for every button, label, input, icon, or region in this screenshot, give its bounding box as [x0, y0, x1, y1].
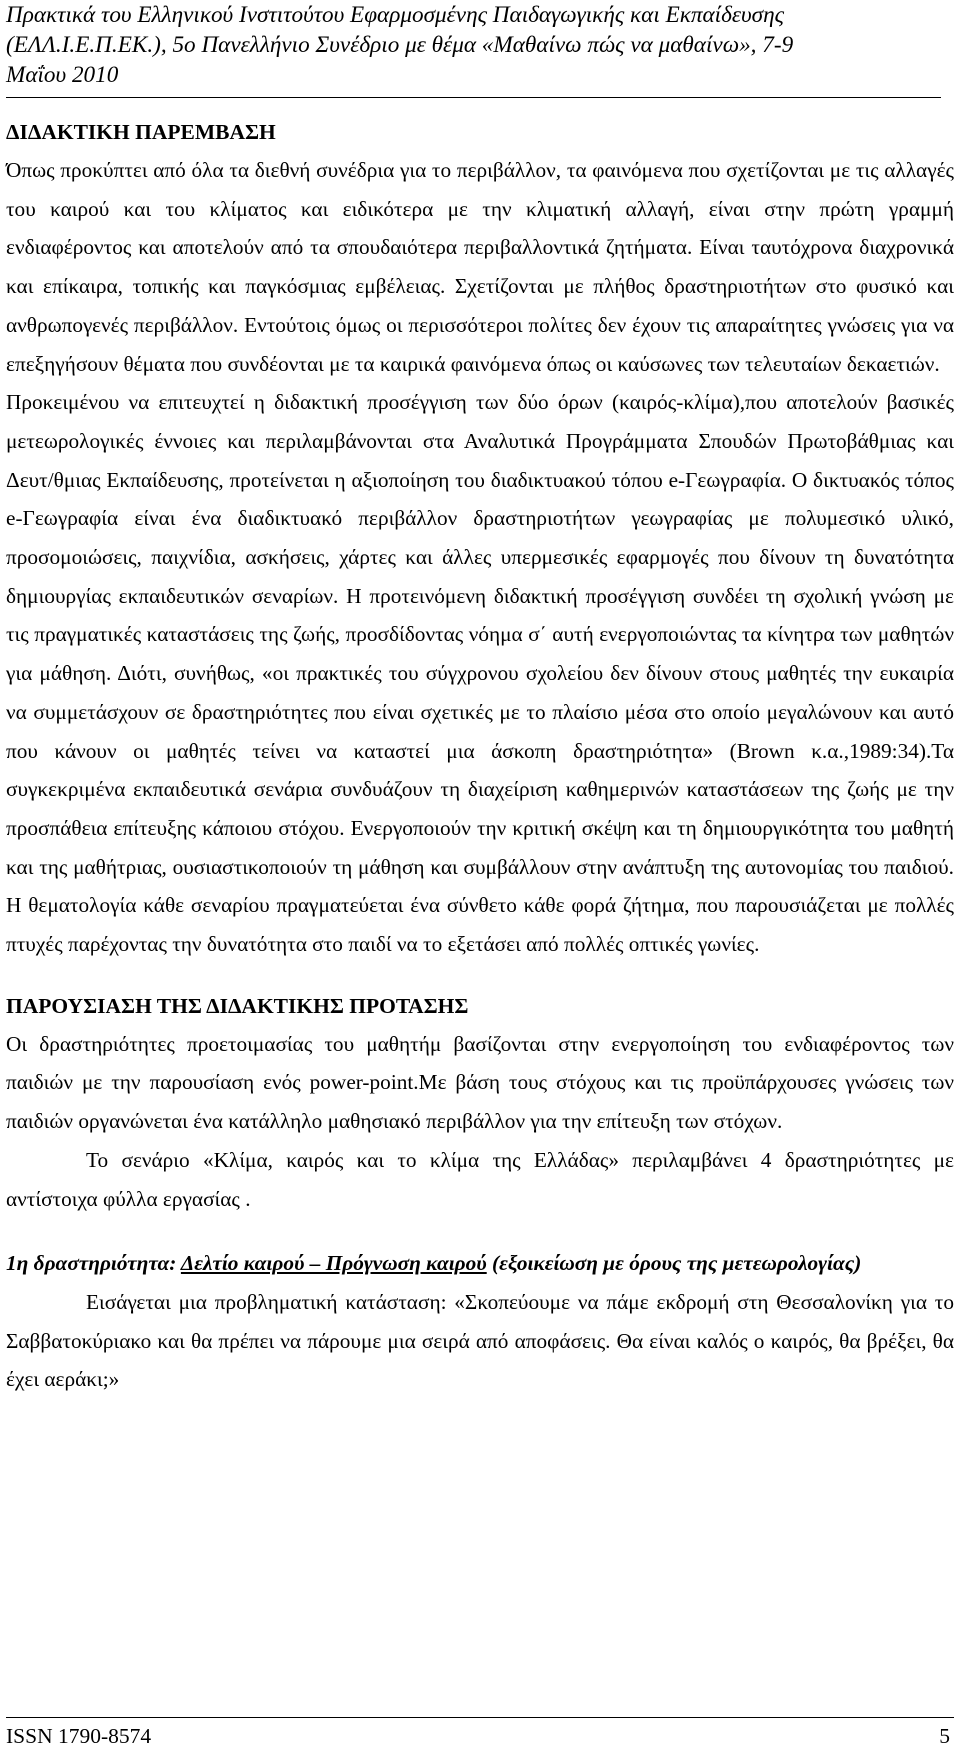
- footer-divider: [6, 1717, 954, 1718]
- section-heading-didactic-intervention: ΔΙΔΑΚΤΙΚΗ ΠΑΡΕΜΒΑΣΗ: [6, 120, 276, 144]
- header-line-1: Πρακτικά του Ελληνικού Ινστιτούτου Εφαρμοσμένης Παιδαγωγικής και Εκπαίδευσης: [6, 2, 784, 28]
- header-line-2: (ΕΛΛ.Ι.Ε.Π.ΕΚ.), 5ο Πανελλήνιο Συνέδριο με θέμα «Μαθαίνω πώς να μαθαίνω», 7-9: [6, 32, 794, 58]
- header-line-3: Μαΐου 2010: [6, 62, 119, 88]
- page-number: 5: [939, 1724, 950, 1748]
- body-paragraph: Οι δραστηριότητες προετοιμασίας του μαθητήμ βασίζονται στην ενεργοποίηση του ενδιαφέροντος των παιδιών με την παρουσίαση ενός power-point.Με βάση τους στόχους και τις προϋπάρχουσες γνώσεις των παιδιών οργανώνεται ένα κατάλληλο μαθησιακό περιβάλλον για την επίτευξη των στόχων.: [6, 1031, 954, 1134]
- body-paragraph: Το σενάριο «Κλίμα, καιρός και το κλίμα της Ελλάδας» περιλαμβάνει 4 δραστηριότητες με αντίστοιχα φύλλα εργασίας .: [6, 1147, 954, 1211]
- body-paragraph: Εισάγεται μια προβληματική κατάσταση: «Σκοπεύουμε να πάμε εκδρομή στη Θεσσαλονίκη για το Σαββατοκύριακο και θα πρέπει να πάρουμε μια σειρά από αποφάσεις. Θα είναι καλός ο καιρός, θα βρέξει, θα έχει αεράκι;»: [6, 1289, 954, 1392]
- activity-heading-title: Δελτίο καιρού – Πρόγνωση καιρού: [180, 1251, 487, 1276]
- activity-heading: [6, 1244, 954, 1283]
- body-paragraph: Όπως προκύπτει από όλα τα διεθνή συνέδρια για το περιβάλλον, τα φαινόμενα που σχετίζονται με τις αλλαγές του καιρού και του κλίματος και ειδικότερα με την κλιματική αλλαγή, είναι στην πρώτη γραμμή ενδιαφέροντος και αποτελούν από τα σπουδαιότερα περιβαλλοντικά ζητήματα. Είναι ταυτόχρονα διαχρονικά και επίκαιρα, τοπικής και παγκόσμιας εμβέλειας. Σχετίζονται με πλήθος δραστηριοτήτων στο φυσικό και ανθρωπογενές περιβάλλον. Εντούτοις όμως οι περισσότεροι πολίτες δεν έχουν τις απαραίτητες γνώσεις για να επεξηγήσουν θέματα που συνδέονται με τα καιρικά φαινόμενα όπως οι καύσωνες των τελευταίων δεκαετιών.: [6, 158, 954, 376]
- body-paragraph: Προκειμένου να επιτευχτεί η διδακτική προσέγγιση των δύο όρων (καιρός-κλίμα),που αποτελούν βασικές μετεωρολογικές έννοιες και περιλαμβάνονται στα Αναλυτικά Προγράμματα Σπουδών Πρωτοβάθμιας και Δευτ/θμιας Εκπαίδευσης, προτείνεται η αξιοποίηση του διαδικτυακού τόπου e-Γεωγραφία. Ο δικτυακός τόπος e-Γεωγραφία είναι ένα διαδικτυακό περιβάλλον δραστηριοτήτων γεωγραφίας με πολυμεσικό υλικό, προσομοιώσεις, παιχνίδια, ασκήσεις, χάρτες και άλλες υπερμεσικές εφαρμογές που δίνουν τη δυνατότητα δημιουργίας εκπαιδευτικών σεναρίων. Η προτεινόμενη διδακτική προσέγγιση συνδέει τη σχολική γνώση με τις πραγματικές καταστάσεις της ζωής, προσδίδοντας νόημα σ΄ αυτή ενεργοποιώντας τα κίνητρα των μαθητών για μάθηση. Διότι, συνήθως, «οι πρακτικές του σύγχρονου σχολείου δεν δίνουν στους μαθητές την ευκαιρία να συμμετάσχουν σε δραστηριότητες που είναι σχετικές με το πλαίσιο μέσα στο οποίο μεγαλώνουν και αυτό που κάνουν οι μαθητές τείνει να καταστεί μια άσκοπη δραστηριότητα» (Brown κ.α.,1989:34).Τα συγκεκριμένα εκπαιδευτικά σενάρια συνδυάζουν τη διαχείριση καθημερινών καταστάσεων της ζωής με την προσπάθεια επίτευξης κάποιου στόχου. Ενεργοποιούν την κριτική σκέψη και τη δημιουργικότητα του μαθητή και της μαθήτριας, ουσιαστικοποιούν τη μάθηση και συμβάλλουν στην ανάπτυξη της αυτονομίας του παιδιού. Η θεματολογία κάθε σεναρίου πραγματεύεται ένα σύνθετο κάθε φορά ζήτημα, που παρουσιάζεται με πολλές πτυχές παρέχοντας την δυνατότητα στο παιδί να το εξετάσει από πολλές οπτικές γωνίες.: [6, 390, 954, 957]
- paper-page: [6, 0, 954, 1761]
- activity-heading-prefix: 1η δραστηριότητα:: [6, 1251, 181, 1276]
- activity-heading-subtitle: (εξοικείωση με όρους της μετεωρολογίας): [486, 1251, 862, 1276]
- running-header: [6, 0, 941, 90]
- section-heading-presentation: ΠΑΡΟΥΣΙΑΣΗ ΤΗΣ ΔΙΔΑΚΤΙΚΗΣ ΠΡΟΤΑΣΗΣ: [6, 993, 469, 1018]
- issn-label: ISSN 1790-8574: [6, 1724, 152, 1748]
- header-divider: [6, 97, 941, 98]
